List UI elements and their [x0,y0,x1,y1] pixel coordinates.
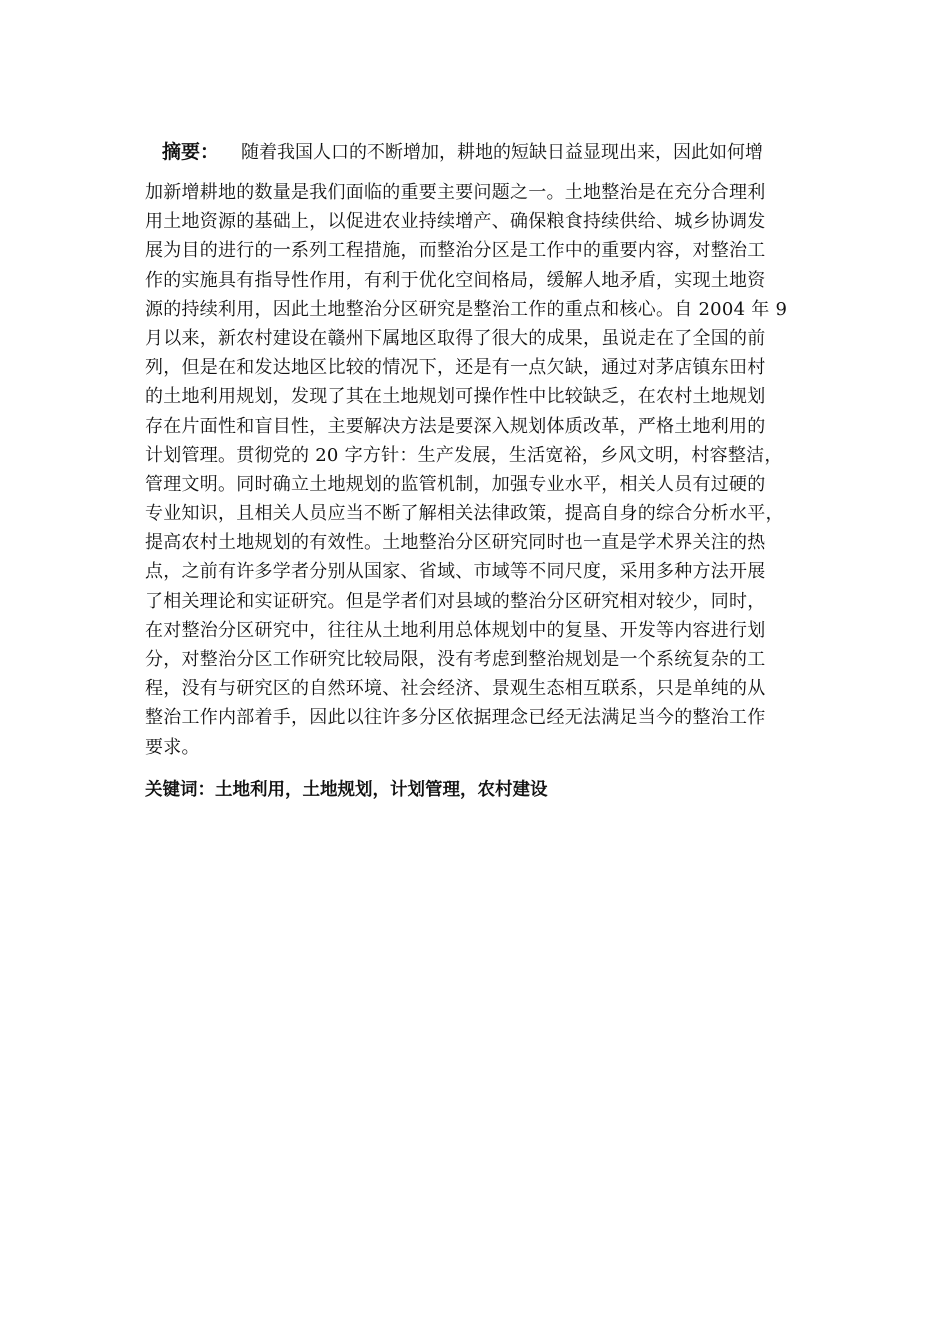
abstract-line: 管理文明。同时确立土地规划的监管机制，加强专业水平，相关人员有过硬的 [145,473,766,495]
abstract-line: 作的实施具有指导性作用，有利于优化空间格局，缓解人地矛盾，实现土地资 [145,269,766,291]
abstract-line: 提高农村土地规划的有效性。土地整治分区研究同时也一直是学术界关注的热 [145,532,766,554]
abstract-colon: ： [200,141,220,163]
abstract-line: 整治工作内部着手，因此以往许多分区依据理念已经无法满足当今的整治工作 [145,707,766,729]
abstract-line: 程，没有与研究区的自然环境、社会经济、景观生态相互联系，只是单纯的从 [145,678,766,700]
abstract-first-line-text: 随着我国人口的不断增加，耕地的短缺日益显现出来，因此如何增 [241,142,764,163]
abstract-line: 分，对整治分区工作研究比较局限，没有考虑到整治规划是一个系统复杂的工 [145,649,766,670]
abstract-line: 存在片面性和盲目性，主要解决方法是要深入规划体质改革，严格土地利用的 [145,415,766,437]
abstract-first-line [162,137,812,168]
abstract-line: 展为目的进行的一系列工程措施，而整治分区是工作中的重要内容，对整治工 [145,240,766,262]
abstract-line: 加新增耕地的数量是我们面临的重要主要问题之一。土地整治是在充分合理利 [145,182,766,203]
abstract-line: 要求。 [145,736,200,758]
abstract-body [145,178,825,762]
abstract-line: 计划管理。贯彻党的 20 字方针：生产发展，生活宽裕，乡风文明，村容整洁， [145,444,783,466]
abstract-line: 专业知识，且相关人员应当不断了解相关法律政策，提高自身的综合分析水平， [145,503,784,525]
abstract-line: 源的持续利用，因此土地整治分区研究是整治工作的重点和核心。自 2004 年 9 [145,298,788,320]
abstract-line: 月以来，新农村建设在赣州下属地区取得了很大的成果，虽说走在了全国的前 [145,327,766,349]
keywords-line: 关键词：土地利用，土地规划，计划管理，农村建设 [145,780,548,800]
abstract-line: 点，之前有许多学者分别从国家、省域、市域等不同尺度，采用多种方法开展 [145,561,766,583]
abstract-line: 了相关理论和实证研究。但是学者们对县域的整治分区研究相对较少，同时， [145,590,766,612]
abstract-line: 在对整治分区研究中，往往从土地利用总体规划中的复垦、开发等内容进行划 [145,619,766,641]
abstract-label: 摘要 [162,141,201,163]
abstract-line: 用土地资源的基础上，以促进农业持续增产、确保粮食持续供给、城乡协调发 [145,211,766,233]
abstract-line: 列，但是在和发达地区比较的情况下，还是有一点欠缺，通过对茅店镇东田村 [145,357,766,379]
abstract-line: 的土地利用规划，发现了其在土地规划可操作性中比较缺乏，在农村土地规划 [145,386,766,408]
